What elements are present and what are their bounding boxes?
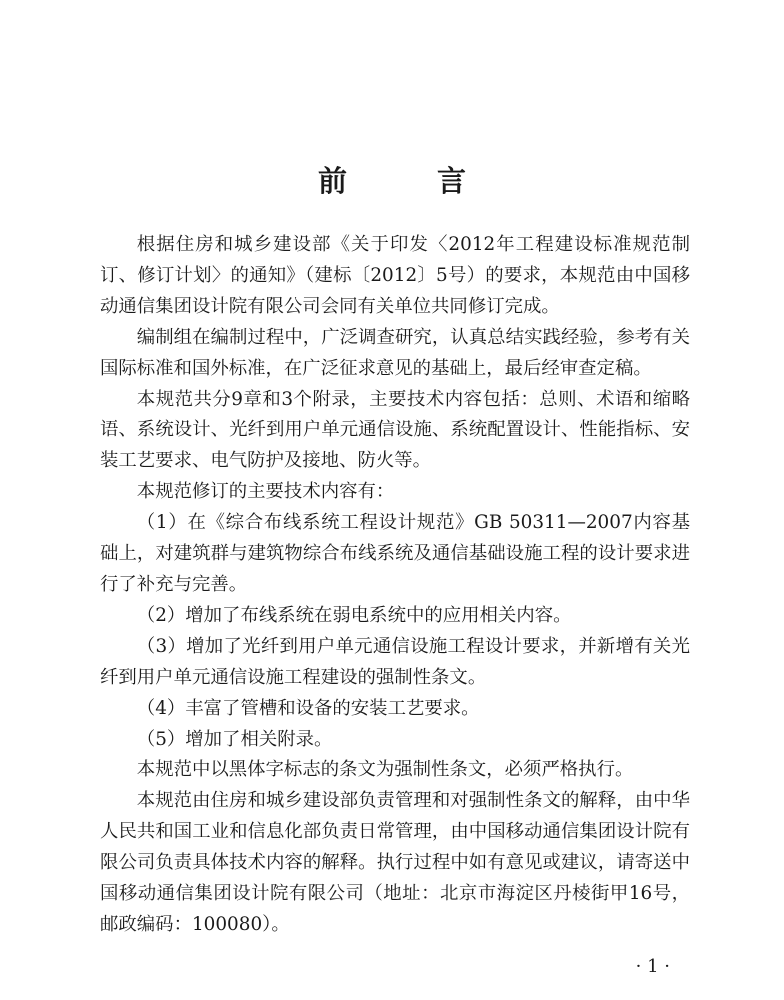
paragraph-1: 根据住房和城乡建设部《关于印发〈2012年工程建设标准规范制订、修订计划〉的通知》（建标〔2012〕5号）的要求，本规范由中国移动通信集团设计院有限公司会同有关单位共同修订完成。 — [100, 234, 690, 317]
paragraph-7: （3）增加了光纤到用户单元通信设施工程设计要求，并新增有关光纤到用户单元通信设施工程建设的强制性条文。 — [100, 635, 690, 688]
paragraph-5: （1）在《综合布线系统工程设计规范》GB 50311—2007内容基础上，对建筑群与建筑物综合布线系统及通信基础设施工程的设计要求进行了补充与完善。 — [100, 512, 690, 595]
paragraph-10: 本规范中以黑体字标志的条文为强制性条文，必须严格执行。 — [136, 759, 634, 781]
paragraph-3: 本规范共分9章和3个附录，主要技术内容包括：总则、术语和缩略语、系统设计、光纤到用户单元通信设施、系统配置设计、性能指标、安装工艺要求、电气防护及接地、防火等。 — [100, 388, 690, 472]
page-title: 前 言 — [317, 164, 507, 199]
preface-body — [100, 230, 690, 941]
paragraph-4: 本规范修订的主要技术内容有： — [136, 481, 395, 503]
paragraph-9: （5）增加了相关附录。 — [136, 728, 333, 750]
paragraph-6: （2）增加了布线系统在弱电系统中的应用相关内容。 — [136, 604, 572, 626]
page-number: · 1 · — [635, 956, 670, 977]
paragraph-2: 编制组在编制过程中，广泛调查研究，认真总结实践经验，参考有关国际标准和国外标准，在广泛征求意见的基础上，最后经审查定稿。 — [100, 326, 690, 379]
paragraph-11: 本规范由住房和城乡建设部负责管理和对强制性条文的解释，由中华人民共和国工业和信息化部负责日常管理，由中国移动通信集团设计院有限公司负责具体技术内容的解释。执行过程中如有意见或建议，请寄送中国移动通信集团设计院有限公司（地址：北京市海淀区丹棱街甲16号，邮政编码：100080）。 — [100, 790, 690, 935]
paragraph-8: （4）丰富了管槽和设备的安装工艺要求。 — [136, 697, 480, 719]
